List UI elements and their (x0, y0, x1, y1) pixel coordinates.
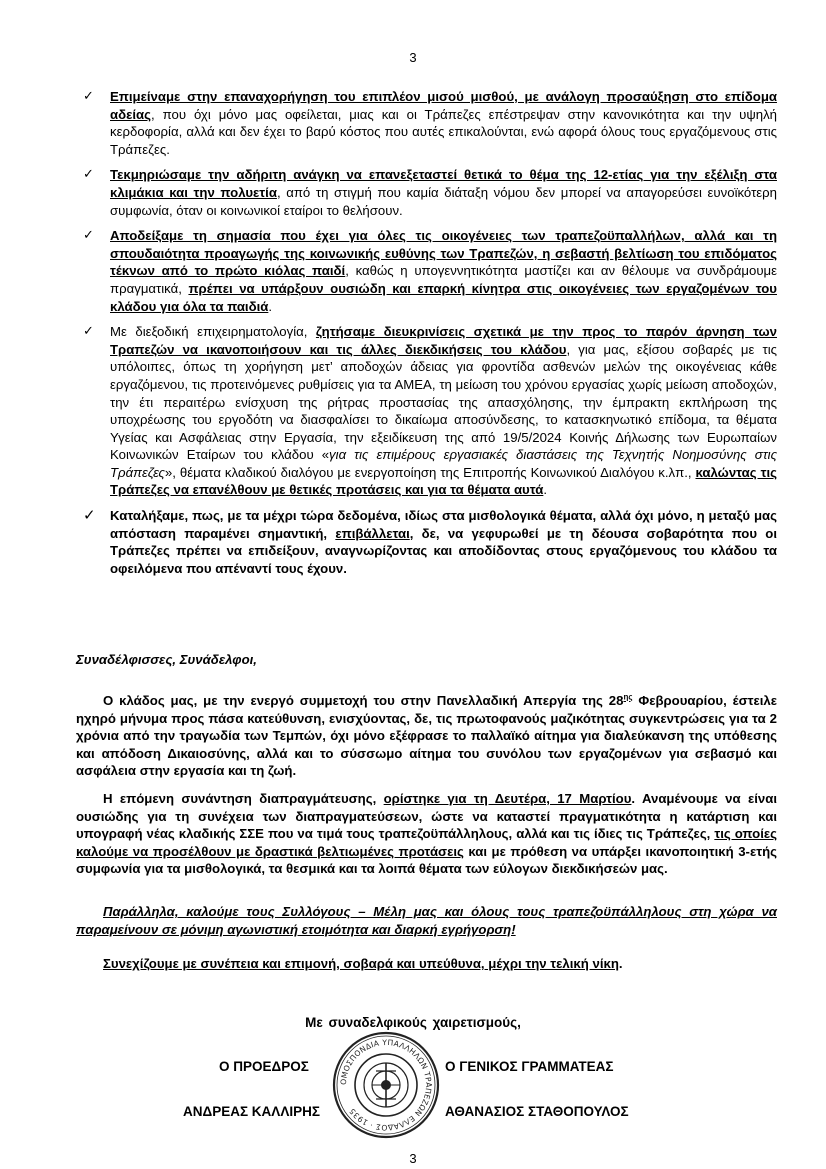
call-text: Παράλληλα, καλούμε τους Συλλόγους – Μέλη μας και όλους τους τραπεζοϋπάλληλους στη χώρα να παραμείνουν σε μόνιμη αγωνιστική ετοιμότητα και διαρκή εγρήγορση! (76, 904, 777, 937)
text-run: Καταλήξαμε, πως, με τα μέχρι τώρα δεδομένα, ιδίως στα μισθολογικά θέματα, αλλά όχι μόνο, η μεταξύ μας απόσταση παραμένει σημαντική, (110, 508, 777, 541)
bullet-list (83, 88, 777, 585)
text-run: Ο κλάδος μας, με την ενεργό συμμετοχή του στην Πανελλαδική Απεργία της 28 (103, 693, 624, 708)
checkmark-icon: ✓ (83, 506, 96, 525)
paragraph-next-meeting (76, 790, 777, 878)
text-run: , καθώς η υπογεννητικότητα μαστίζει και αν θέλουμε να συνδράμουμε πραγματικά, (110, 263, 778, 296)
text-run: Η επόμενη συνάντηση διαπραγμάτευσης, (103, 791, 384, 806)
page-number-bottom: 3 (409, 1151, 417, 1166)
paragraph-call-to-unions (76, 903, 777, 938)
bullet-item (83, 227, 777, 315)
text-run: , που όχι μόνο μας οφείλεται, μιας και οι Τράπεζες επέστρεψαν στην κανονικότητα και την υψηλή κερδοφορία, αλλά και δεν έχει το βαρύ κόστος που αυτές επικαλούνται, ενώ αφορά όλους τους εργαζόμενους στις Τράπεζες. (110, 106, 777, 157)
bullet-text (110, 508, 777, 576)
bullet-item (83, 507, 777, 577)
bullet-item (83, 88, 777, 158)
text-run: και με πρόθεση να υπάρξει ικανοποιητική 3-ετής συμφωνία για τα μισθολογικά, τα θεσμικά και τα λοιπά θέματα των εύλογων διεκδικήσεών μας. (76, 843, 778, 877)
union-seal-stamp (332, 1031, 440, 1139)
text-run: Φεβρουαρίου, έστειλε ηχηρό μήνυμα προς πάσα κατεύθυνση, ενισχύοντας, δε, τις πρωτοφανούς μαζικότητας συγκεντρώσεις για τα 2 χρόνια από την τραγωδία των Τεμπών, όχι μόνο εξέφρασε το παλλαϊκό αίτημα για διαλεύκανση της υπόθεσης και απόδοση Δικαιοσύνης, αλλά και το σύσσωμο αίτημα του συνόλου των εργαζομένων για σεβασμό και ασφάλεια στην εργασία και τη ζωή. (76, 693, 777, 779)
text-run: καλώντας τις Τράπεζες να επανέλθουν με θετικές προτάσεις και για τα θέματα αυτά (110, 464, 777, 498)
bullet-text (110, 89, 777, 157)
greeting: Με συναδελφικούς χαιρετισμούς, (305, 1015, 521, 1030)
text-run: , για μας, εξίσου σοβαρές με τις υπόλοιπες, όπως τη χορήγηση μετ’ αποδοχών άδειας για φροντίδα ασθενών μελών της οικογένειας κάθε εργαζόμενου, τις προτεινόμενες ρυθμίσεις για τα ΑΜΕΑ, τη μείωση του χρόνου εργασίας χωρίς μείωση αποδοχών, την έτι περαιτέρω ενίσχυση της ρήτρας προστασίας της απασχόλησης, την έμπρακτη εκπλήρωση της υποχρέωσης του εργοδότη να διασφαλίσει το δικαίωμα αποσύνδεσης, το κατασκηνωτικό επίδομα, τα θέματα Υγείας και Ασφάλειας στην Εργασία, την εξειδίκευση της από 19/5/2024 Κοινής Δήλωσης των Ευρωπαίων Κοινωνικών Εταίρων του κλάδου « (110, 341, 778, 463)
closing-period: . (618, 956, 623, 971)
text-run: . (543, 482, 548, 498)
text-run: επιβάλλεται (335, 525, 410, 541)
closing-text: Συνεχίζουμε με συνέπεια και επιμονή, σοβαρά και υπεύθυνα, μέχρι την τελική νίκη (103, 956, 619, 971)
bullet-item (83, 323, 777, 499)
president-title: Ο ΠΡΟΕΔΡΟΣ (219, 1059, 309, 1074)
bullet-text (110, 167, 777, 217)
text-run: Επιμείναμε στην επαναχορήγηση του επιπλέον μισού μισθού, με ανάλογη προσαύξηση στο επίδομα αδείας (110, 89, 777, 122)
text-run: Με διεξοδική επιχειρηματολογία, (110, 324, 316, 340)
secretary-title: Ο ΓΕΝΙΚΟΣ ΓΡΑΜΜΑΤΕΑΣ (445, 1059, 614, 1074)
text-run: Τεκμηριώσαμε την αδήριτη ανάγκη να επανεξεταστεί θετικά το θέμα της 12-ετίας για την εξέλιξη στα κλιμάκια και την πολυετία (110, 167, 777, 200)
salutation: Συναδέλφισσες, Συνάδελφοι, (76, 652, 257, 667)
bullet-item (83, 166, 777, 219)
text-run: . (268, 298, 273, 314)
checkmark-icon: ✓ (83, 167, 94, 183)
seal-ring-text: ΟΜΟΣΠΟΝΔΙΑ ΥΠΑΛΛΗΛΩΝ ΤΡΑΠΕΖΩΝ ΕΛΛΑΔΟΣ · 1935 (338, 1037, 434, 1133)
text-run: τις οποίες καλούμε να προσέλθουν με δραστικά βελτιωμένες προτάσεις (76, 826, 777, 859)
bullet-text (110, 228, 777, 313)
checkmark-icon: ✓ (83, 324, 94, 340)
bullet-text (110, 324, 777, 497)
secretary-name: ΑΘΑΝΑΣΙΟΣ ΣΤΑΘΟΠΟΥΛΟΣ (445, 1104, 629, 1119)
president-name: ΑΝΔΡΕΑΣ ΚΑΛΛΙΡΗΣ (183, 1104, 320, 1119)
text-run: », θέματα κλαδικού διαλόγου με ενεργοποίηση της Επιτροπής Κοινωνικού Διαλόγου κ.λπ., (164, 464, 696, 480)
paragraph-closing (76, 955, 777, 973)
text-run: ορίστηκε για τη Δευτέρα, 17 Μαρτίου (383, 791, 632, 806)
paragraph-strike (76, 692, 777, 780)
text-run: , δε, να γεφυρωθεί με τη δέουσα σοβαρότητα που οι Τράπεζες πρέπει να επιδείξουν, αναγνωρίζοντας και αποδίδοντας στους εργαζόμενους του κλάδου τα οφειλόμενα που απέναντί τους έχουν. (110, 525, 778, 576)
text-run: για τις επιμέρους εργασιακές διαστάσεις της Τεχνητής Νοημοσύνης στις Τράπεζες (110, 447, 777, 480)
text-run: . Αναμένουμε να είναι ουσιώδης για τη συνέχεια των διαπραγματεύσεων, ώστε να καταστεί πραγματικότητα η κατάρτιση και υπογραφή νέας κλαδικής ΣΣΕ που να τιμά τους τραπεζοϋπάλληλους, αλλά και τις ίδιες τις Τράπεζες, (76, 791, 778, 842)
text-run: πρέπει να υπάρξουν ουσιώδη και επαρκή κίνητρα στις οικογένειες των εργαζομένων του κλάδου για όλα τα παιδιά (110, 280, 777, 314)
text-run: , από τη στιγμή που καμία διάταξη νόμου δεν μπορεί να απαγορεύσει ευνοϊκότερη συμφωνία, όταν οι κοινωνικοί εταίροι το θελήσουν. (110, 184, 777, 218)
text-run: ης (623, 692, 633, 702)
checkmark-icon: ✓ (83, 228, 94, 244)
text-run: ζητήσαμε διευκρινίσεις σχετικά με την προς το παρόν άρνηση των Τραπεζών να ικανοποιήσουν και τις άλλες διεκδικήσεις του κλάδου (110, 324, 778, 357)
checkmark-icon: ✓ (83, 89, 94, 104)
page-number-top: 3 (409, 50, 417, 65)
text-run: Αποδείξαμε τη σημασία που έχει για όλες τις οικογένειες των τραπεζοϋπαλλήλων, αλλά και τη σπουδαιότητα προαγωγής της κοινωνικής ευθύνης των Τραπεζών, η σεβαστή βελτίωση του επιδόματος τέκνων από το πρώτο κιόλας παιδί (110, 228, 777, 279)
